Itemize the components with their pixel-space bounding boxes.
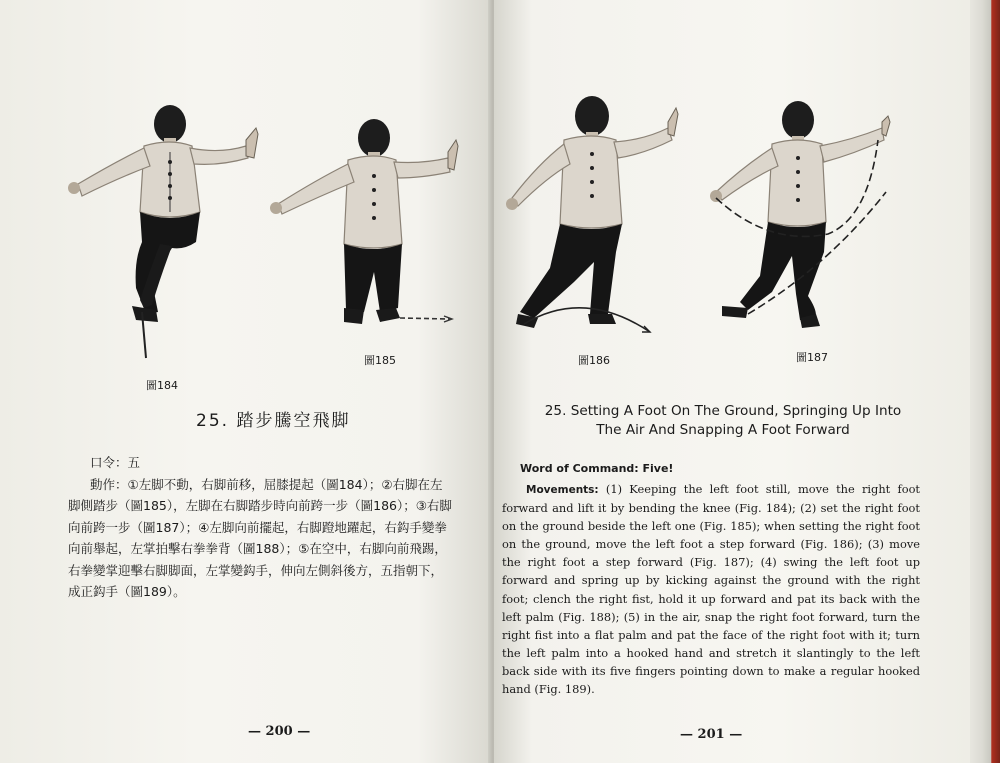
figure-184-illustration [60,100,270,365]
figure-186-caption: 圖186 [578,354,610,367]
title-line-2: The Air And Snapping A Foot Forward [596,422,850,438]
title-line-1: 25. Setting A Foot On The Ground, Springing Up Into [544,403,902,419]
command-line: 口令：五 [90,455,141,470]
movements-text: (1) Keeping the left foot still, move the right foot forward and lift it by bending the knee (Fig. 184); (2) set the right foot on the ground beside the left one (Fig. 185); when setting the right foot on the ground, move the left foot a step forward (Fig. 186); (3) move the right foot a step forward (Fig. 187); (4) swing the left foot up forward and spring up by kicking against the ground with the right foot; clench the right fist, hold it up forward and pat its back with the left palm (Fig. 188); (5) in the air, snap the right foot forward, turn the right fist into a flat palm and pat the face of the right foot with it; turn the left palm into a hooked hand and stretch it slantingly to the left back side with its five fingers pointing down to make a regular hooked hand (Fig. 189). [502,482,921,697]
body-line: 動作：①左脚不動，右脚前移，屈膝提起（圖184）；②右脚在左 [90,476,443,492]
body-line: 右拳變掌迎擊右脚脚面，左掌變鈎手，伸向左側斜後方，五指朝下， [68,562,444,578]
figure-184-caption: 圖184 [146,379,178,392]
page-stack-edge [970,0,1000,763]
left-page [0,0,492,763]
word-of-command: Word of Command: Five! [520,462,674,475]
body-line: 向前舉起，左掌拍擊右拳拳背（圖188）；⑤在空中，右脚向前飛踢， [68,541,447,556]
page-number-left: — 200 — [248,724,311,739]
page-number-right: — 201 — [680,727,743,742]
right-page [494,0,970,763]
body-line: 向前跨一步（圖187）；④左脚向前擺起，右脚蹬地躍起，右鈎手變拳 [68,519,447,535]
section-title-english [508,402,938,440]
body-line: 成正鈎手（圖189）。 [68,584,186,599]
movements-label: Movements: [526,484,599,496]
figure-185-caption: 圖185 [364,354,396,367]
section-title-chinese: 25. 踏步騰空飛脚 [196,411,351,431]
figure-185-illustration [268,112,468,342]
figure-187-illustration [708,96,908,336]
chinese-text-block [68,452,478,603]
figure-186-illustration [504,92,704,342]
body-line: 脚側踏步（圖185），左脚在右脚踏步時向前跨一步（圖186）；③右脚 [68,498,452,513]
movements-paragraph [502,480,920,698]
figure-187-caption: 圖187 [796,351,828,364]
